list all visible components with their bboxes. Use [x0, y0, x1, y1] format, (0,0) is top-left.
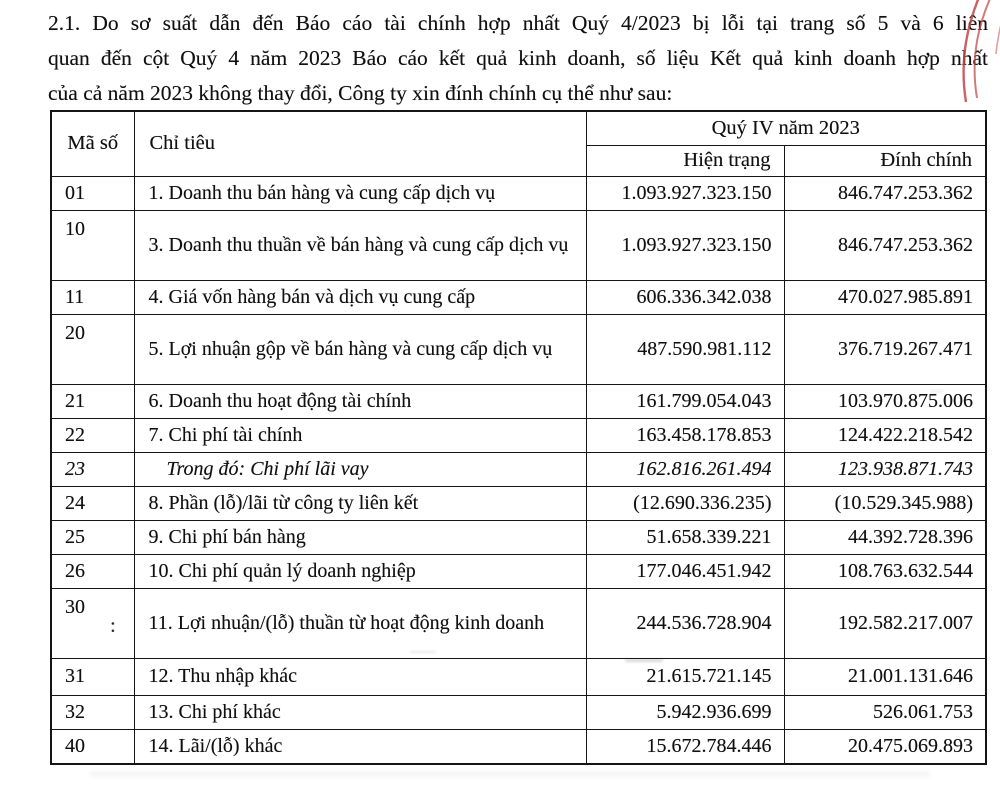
intro-line-2: quan đến cột Quý 4 năm 2023 Báo cáo kết quả kinh doanh, số liệu Kết quả kinh doanh hợp nhất — [48, 46, 988, 70]
row-label: 13. Chi phí khác — [134, 695, 586, 729]
row-label: 8. Phần (lỗ)/lãi từ công ty liên kết — [134, 486, 586, 520]
row-label: 12. Thu nhập khác — [134, 658, 586, 695]
row-current-value: 177.046.451.942 — [586, 554, 784, 588]
col-header-code: Mã số — [51, 111, 134, 176]
row-code: 10 — [51, 210, 134, 280]
row-corrected-value: 192.582.217.007 — [784, 588, 986, 658]
intro-line-3: của cả năm 2023 không thay đổi, Công ty xin đính chính cụ thể như sau: — [48, 81, 673, 105]
row-code: 31 — [51, 658, 134, 695]
row-corrected-value: 21.001.131.646 — [784, 658, 986, 695]
row-corrected-value: 20.475.069.893 — [784, 729, 986, 764]
scan-artifact-dots: : — [110, 612, 116, 637]
row-label: 7. Chi phí tài chính — [134, 418, 586, 452]
row-current-value: 606.336.342.038 — [586, 280, 784, 314]
row-current-value: 161.799.054.043 — [586, 384, 784, 418]
table-row — [51, 695, 986, 729]
table-row — [51, 210, 986, 280]
row-current-value: (12.690.336.235) — [586, 486, 784, 520]
col-header-current: Hiện trạng — [586, 145, 784, 176]
row-code: 01 — [51, 176, 134, 210]
row-current-value: 244.536.728.904 — [586, 588, 784, 658]
row-corrected-value: 123.938.871.743 — [784, 452, 986, 486]
row-current-value: 15.672.784.446 — [586, 729, 784, 764]
row-corrected-value: 108.763.632.544 — [784, 554, 986, 588]
row-label: 5. Lợi nhuận gộp về bán hàng và cung cấp dịch vụ — [134, 314, 586, 384]
row-current-value: 163.458.178.853 — [586, 418, 784, 452]
row-label: Trong đó: Chi phí lãi vay — [134, 452, 586, 486]
row-code: 23 — [51, 452, 134, 486]
row-current-value: 487.590.981.112 — [586, 314, 784, 384]
col-header-quarter: Quý IV năm 2023 — [586, 111, 986, 145]
row-corrected-value: 124.422.218.542 — [784, 418, 986, 452]
row-code: 21 — [51, 384, 134, 418]
row-corrected-value: 376.719.267.471 — [784, 314, 986, 384]
table-row — [51, 384, 986, 418]
row-code: 32 — [51, 695, 134, 729]
row-label: 1. Doanh thu bán hàng và cung cấp dịch vụ — [134, 176, 586, 210]
row-label: 3. Doanh thu thuần về bán hàng và cung cấp dịch vụ — [134, 210, 586, 280]
table-row — [51, 314, 986, 384]
row-label: 10. Chi phí quản lý doanh nghiệp — [134, 554, 586, 588]
row-corrected-value: 846.747.253.362 — [784, 176, 986, 210]
row-code: 11 — [51, 280, 134, 314]
table-row — [51, 729, 986, 764]
row-code-text: 30 — [65, 595, 85, 618]
table-row — [51, 280, 986, 314]
table-row — [51, 418, 986, 452]
row-code: 24 — [51, 486, 134, 520]
row-label: 9. Chi phí bán hàng — [134, 520, 586, 554]
row-current-value: 21.615.721.145 — [586, 658, 784, 695]
financial-correction-table — [50, 110, 987, 765]
row-label: 11. Lợi nhuận/(lỗ) thuần từ hoạt động kinh doanh — [134, 588, 586, 658]
table-row — [51, 486, 986, 520]
col-header-indicator: Chỉ tiêu — [134, 111, 586, 176]
table-row — [51, 520, 986, 554]
row-code: 40 — [51, 729, 134, 764]
intro-paragraph — [48, 6, 988, 111]
col-header-corrected: Đính chính — [784, 145, 986, 176]
row-corrected-value: 526.061.753 — [784, 695, 986, 729]
row-current-value: 1.093.927.323.150 — [586, 210, 784, 280]
table-row — [51, 554, 986, 588]
scan-smudge — [90, 772, 930, 776]
row-code: 20 — [51, 314, 134, 384]
intro-line-1: 2.1. Do sơ suất dẫn đến Báo cáo tài chính hợp nhất Quý 4/2023 bị lỗi tại trang số 5 và 6 liên — [48, 11, 988, 35]
table-row-interest-expense-detail — [51, 452, 986, 486]
header-row-1 — [51, 111, 986, 145]
row-corrected-value: 103.970.875.006 — [784, 384, 986, 418]
row-corrected-value: 846.747.253.362 — [784, 210, 986, 280]
row-label: 6. Doanh thu hoạt động tài chính — [134, 384, 586, 418]
row-code — [51, 588, 134, 658]
table-row — [51, 658, 986, 695]
row-corrected-value: 44.392.728.396 — [784, 520, 986, 554]
row-label: 14. Lãi/(lỗ) khác — [134, 729, 586, 764]
row-current-value: 5.942.936.699 — [586, 695, 784, 729]
row-current-value: 51.658.339.221 — [586, 520, 784, 554]
row-current-value: 1.093.927.323.150 — [586, 176, 784, 210]
table-row — [51, 176, 986, 210]
row-corrected-value: (10.529.345.988) — [784, 486, 986, 520]
row-code: 22 — [51, 418, 134, 452]
row-corrected-value: 470.027.985.891 — [784, 280, 986, 314]
row-code: 26 — [51, 554, 134, 588]
row-current-value: 162.816.261.494 — [586, 452, 784, 486]
row-code: 25 — [51, 520, 134, 554]
row-label: 4. Giá vốn hàng bán và dịch vụ cung cấp — [134, 280, 586, 314]
table-row — [51, 588, 986, 658]
